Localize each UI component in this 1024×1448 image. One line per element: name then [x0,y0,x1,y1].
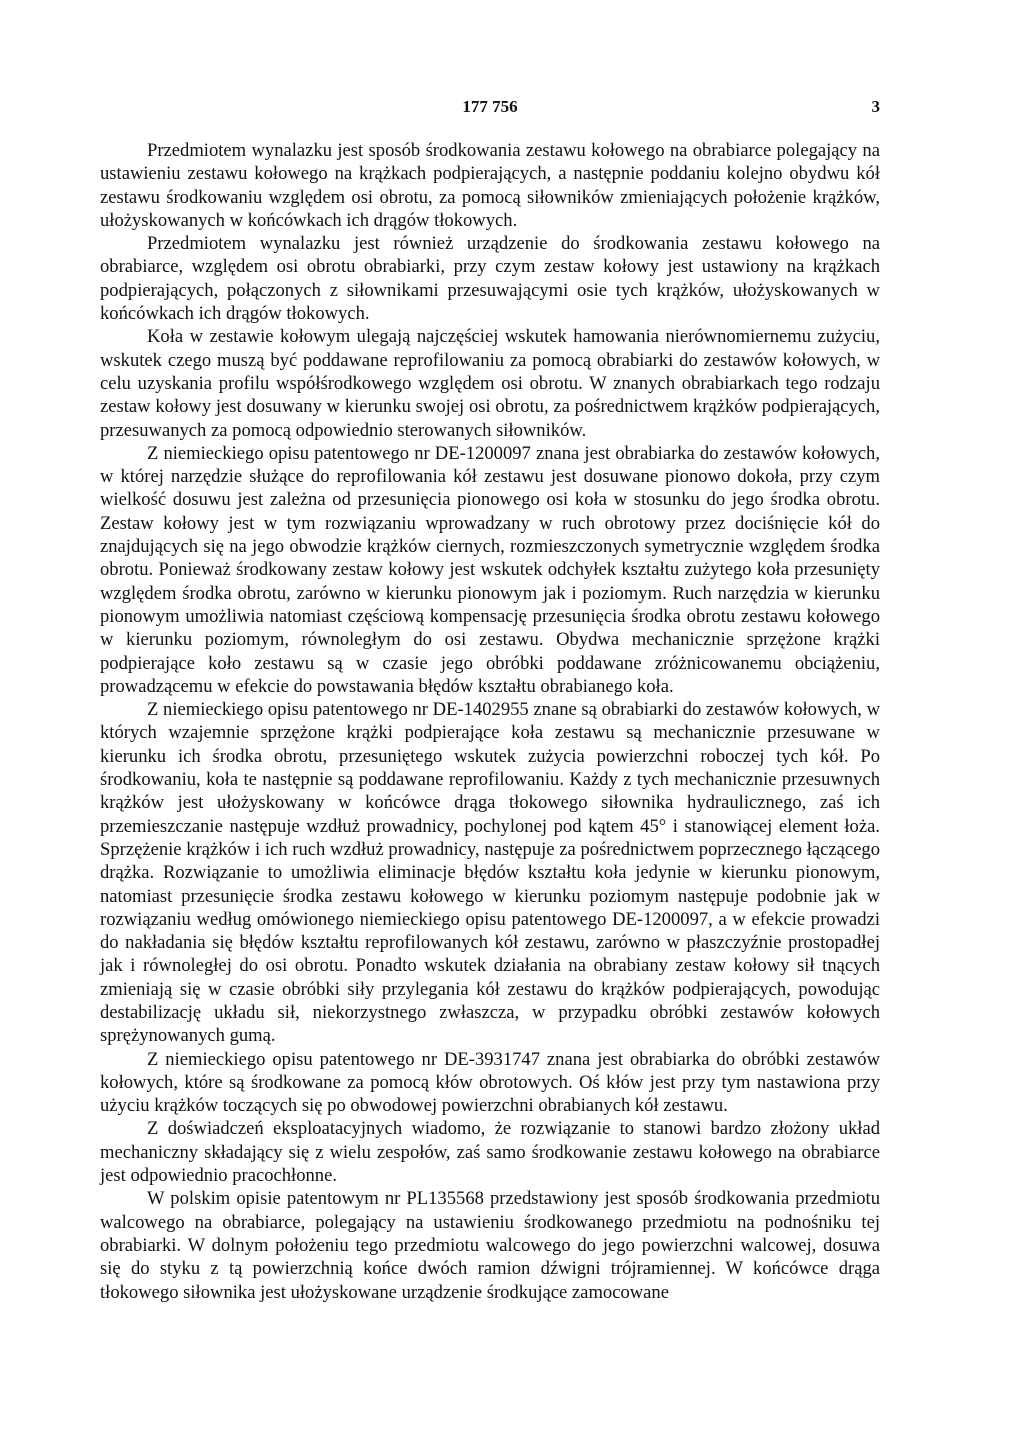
paragraph: Z niemieckiego opisu patentowego nr DE-3931747 znana jest obrabiarka do obróbki zestawów kołowych, które są środkowane za pomocą kłów obrotowych. Oś kłów jest przy tym nastawiona przy użyciu krążków toczących się po obwodowej powierzchni obrabianych kół zestawu. [100,1048,880,1117]
paragraph: Z niemieckiego opisu patentowego nr DE-1402955 znane są obrabiarki do zestawów kołowych, w których wzajemnie sprzężone krążki podpierające koła zestawu są mechanicznie przesuwane w kierunku ich środka obrotu, przesuniętego wskutek zużycia powierzchni roboczej tych kół. Po środkowaniu, koła te następnie są poddawane reprofilowaniu. Każdy z tych mechanicznie przesuwnych krążków jest ułożyskowany w końcówce drąga tłokowego siłownika hydraulicznego, zaś ich przemieszczanie następuje wzdłuż prowadnicy, pochylonej pod kątem 45° i stanowiącej element łoża. Sprzężenie krążków i ich ruch wzdłuż prowadnicy, następuje za pośrednictwem poprzecznego łączącego drążka. Rozwiązanie to umożliwia eliminacje błędów kształtu koła jedynie w kierunku pionowym, natomiast przesunięcie środka zestawu kołowego w kierunku poziomym następuje podobnie jak w rozwiązaniu według omówionego niemieckiego opisu patentowego DE-1200097, a w efekcie prowadzi do nakładania się błędów kształtu reprofilowanych kół zestawu, zarówno w płaszczyźnie prostopadłej jak i równoległej do osi obrotu. Ponadto wskutek działania na obrabiany zestaw kołowy sił tnących zmieniają się w czasie obróbki siły przylegania kół zestawu do krążków podpierających, powodując destabilizację układu sił, niekorzystnego zwłaszcza, w przypadku obróbki zestawów kołowych sprężynowanych gumą. [100,699,880,1047]
page-header [100,97,880,121]
paragraph: Z niemieckiego opisu patentowego nr DE-1200097 znana jest obrabiarka do zestawów kołowych, w której narzędzie służące do reprofilowania kół zestawu jest dosuwane pionowo dokoła, przy czym wielkość dosuwu jest zależna od przesunięcia pionowego osi koła w stosunku do jego środka obrotu. Zestaw kołowy jest w tym rozwiązaniu wprowadzany w ruch obrotowy przez dociśnięcie kół do znajdujących się na jego obwodzie krążków ciernych, rozmieszczonych symetrycznie względem środka obrotu. Ponieważ środkowany zestaw kołowy jest wskutek odchyłek kształtu zużytego koła przesunięty względem środka obrotu, zarówno w kierunku pionowym jak i poziomym. Ruch narzędzia w kierunku pionowym umożliwia natomiast częściową kompensację przesunięcia środka obrotu zestawu kołowego w kierunku poziomym, równoległym do osi zestawu. Obydwa mechanicznie sprzężone krążki podpierające koło zestawu są w czasie jego obróbki poddawane zróżnicowanemu obciążeniu, prowadzącemu w efekcie do powstawania błędów kształtu obrabianego koła. [100,442,880,697]
paragraph: Koła w zestawie kołowym ulegają najczęściej wskutek hamowania nierównomiernemu zużyciu, wskutek czego muszą być poddawane reprofilowaniu za pomocą obrabiarki do zestawów kołowych, w celu uzyskania profilu współśrodkowego względem osi obrotu. W znanych obrabiarkach tego rodzaju zestaw kołowy jest dosuwany w kierunku swojej osi obrotu, za pośrednictwem krążków podpierających, przesuwanych za pomocą odpowiednio sterowanych siłowników. [100,326,880,441]
patent-number: 177 756 [462,97,518,116]
paragraph: Przedmiotem wynalazku jest również urządzenie do środkowania zestawu kołowego na obrabiarce, względem osi obrotu obrabiarki, przy czym zestaw kołowy jest ustawiony na krążkach podpierających, połączonych z siłownikami przesuwającymi osie tych krążków, ułożyskowanych w końcówkach ich drągów tłokowych. [100,233,880,325]
body-text [100,139,880,1304]
paragraph: W polskim opisie patentowym nr PL135568 przedstawiony jest sposób środkowania przedmiotu walcowego na obrabiarce, polegający na ustawieniu środkowanego przedmiotu na podnośniku tej obrabiarki. W dolnym położeniu tego przedmiotu walcowego do jego powierzchni walcowej, dosuwa się do styku z tą powierzchnią końce dwóch ramion dźwigni trójramiennej. W końcówce drąga tłokowego siłownika jest ułożyskowane urządzenie środkujące zamocowane [100,1188,880,1303]
paragraph: Przedmiotem wynalazku jest sposób środkowania zestawu kołowego na obrabiarce polegający na ustawieniu zestawu kołowego na krążkach podpierających, a następnie poddaniu kolejno obydwu kół zestawu środkowaniu względem osi obrotu, za pomocą siłowników zmieniających położenie krążków, ułożyskowanych w końcówkach ich drągów tłokowych. [100,140,880,231]
page-number: 3 [871,97,880,116]
paragraph: Z doświadczeń eksploatacyjnych wiadomo, że rozwiązanie to stanowi bardzo złożony układ mechaniczny składający się z wielu zespołów, zaś samo środkowanie zestawu kołowego na obrabiarce jest odpowiednio pracochłonne. [100,1118,880,1187]
